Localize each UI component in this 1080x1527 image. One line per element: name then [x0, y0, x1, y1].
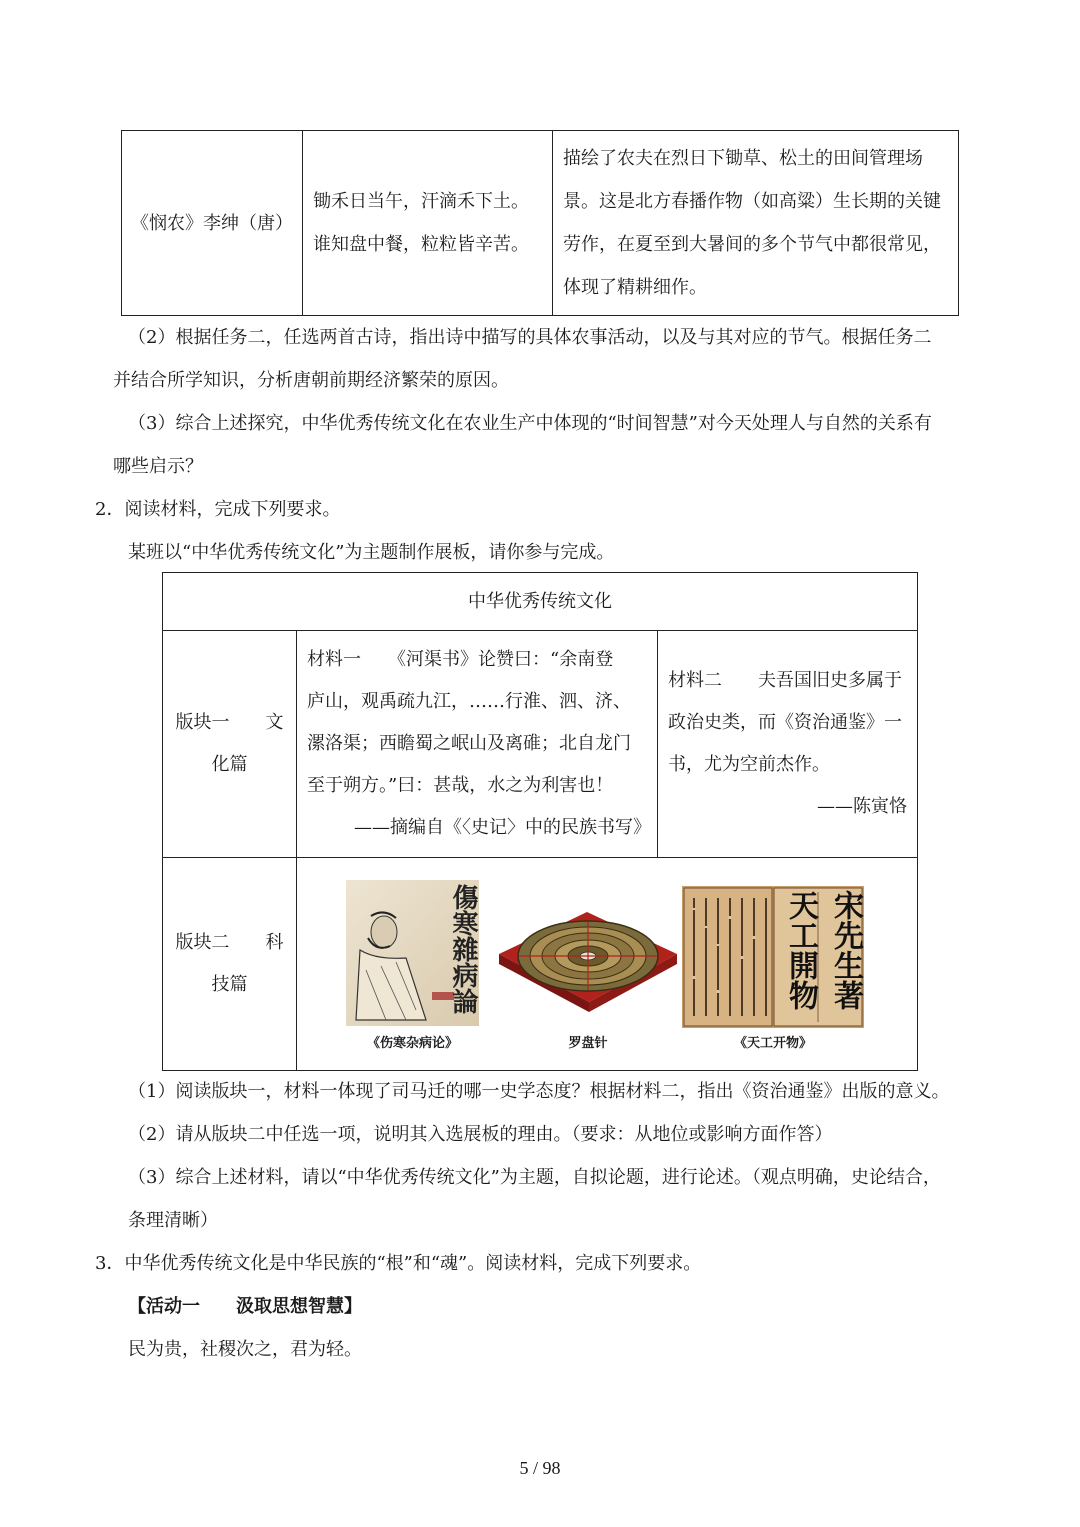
material2-cell	[658, 631, 918, 858]
material1-line: 庐山，观禹疏九江，……行淮、泗、济、	[307, 691, 631, 712]
q3-heading: 3．中华优秀传统文化是中华民族的“根”和“魂”。阅读材料，完成下列要求。	[95, 1253, 702, 1274]
board-title: 中华优秀传统文化	[468, 590, 612, 612]
q3-quote: 民为贵，社稷次之，君为轻。	[128, 1339, 362, 1360]
q2-sub2: （2）请从版块二中任选一项，说明其入选展板的理由。（要求：从地位或影响方面作答）	[128, 1124, 833, 1145]
q1-sub3-line2: 哪些启示？	[113, 456, 203, 477]
material2-line: 书，尤为空前杰作。	[668, 754, 830, 775]
compass-caption: 罗盘针	[568, 1036, 608, 1051]
tiangong-author-text: 宋先生著	[828, 890, 863, 1010]
tiangong-caption: 《天工开物》	[733, 1036, 812, 1051]
q1-sub2-line2: 并结合所学知识，分析唐朝前期经济繁荣的原因。	[113, 370, 509, 391]
material2-line: 材料二 夫吾国旧史多属于	[668, 670, 902, 691]
poem-title-cell	[122, 131, 303, 316]
shanghan-title-text: 傷寒雜病論	[448, 884, 478, 1014]
compass-image	[495, 902, 681, 1014]
desc-line: 体现了精耕细作。	[563, 277, 707, 298]
verse-line: 谁知盘中餐，粒粒皆辛苦。	[313, 234, 529, 255]
material1-line: 至于朔方。”曰：甚哉，水之为利害也！	[307, 775, 614, 796]
material1-source: ——摘编自《〈史记〉中的民族书写》	[354, 817, 651, 838]
section1-label-cell	[163, 631, 297, 858]
shanghan-zabing-lun-image	[346, 880, 479, 1026]
q2-sub1: （1）阅读版块一，材料一体现了司马迁的哪一史学态度？根据材料二，指出《资治通鉴》出版的意义。	[128, 1081, 950, 1102]
material2-line: 政治史类，而《资治通鉴》一	[668, 712, 902, 733]
material2-source: ——陈寅恪	[817, 796, 907, 817]
q2-sub3-line2: 条理清晰）	[128, 1210, 218, 1231]
q2-heading: 2．阅读材料，完成下列要求。	[95, 499, 341, 520]
desc-line: 劳作，在夏至到大暑间的多个节气中都很常见，	[563, 234, 941, 255]
poem-table	[121, 130, 959, 316]
q2-sub3-line1: （3）综合上述材料，请以“中华优秀传统文化”为主题，自拟论题，进行论述。（观点明确，史论结合，	[128, 1167, 941, 1188]
desc-line: 描绘了农夫在烈日下锄草、松土的田间管理场	[563, 148, 923, 169]
tiangong-book-name: 天工開物	[783, 890, 818, 1010]
q1-sub3-line1: （3）综合上述探究，中华优秀传统文化在农业生产中体现的“时间智慧”对今天处理人与自然的关系有	[128, 413, 932, 434]
q1-sub2-line1: （2）根据任务二，任选两首古诗，指出诗中描写的具体农事活动，以及与其对应的节气。根据任务二	[128, 327, 932, 348]
section2-label-line: 技篇	[211, 974, 248, 995]
poem-verse-cell	[303, 131, 553, 316]
verse-line: 锄禾日当午，汗滴禾下土。	[313, 191, 529, 212]
section2-label-line: 版块二 科	[175, 932, 284, 953]
board-title-cell	[163, 573, 918, 631]
material1-line: 漯洛渠；西瞻蜀之岷山及离碓；北自龙门	[307, 733, 631, 754]
tiangong-kaiwu-image	[682, 886, 864, 1028]
section1-label-line: 版块一 文	[175, 712, 284, 733]
material1-line: 材料一 《河渠书》论赞曰：“余南登	[307, 649, 614, 670]
section2-label-cell	[163, 858, 297, 1071]
q2-intro: 某班以“中华优秀传统文化”为主题制作展板，请你参与完成。	[128, 542, 615, 563]
page-number: 5 / 98	[519, 1458, 561, 1478]
section1-label-line: 化篇	[211, 754, 248, 775]
desc-line: 景。这是北方春播作物（如高粱）生长期的关键	[563, 191, 941, 212]
material1-cell	[297, 631, 658, 858]
shanghan-caption: 《伤寒杂病论》	[366, 1036, 458, 1051]
q3-activity: 【活动一 汲取思想智慧】	[128, 1296, 362, 1317]
poem-desc-cell	[553, 131, 959, 316]
poem-title: 《悯农》李绅（唐）	[131, 212, 293, 234]
